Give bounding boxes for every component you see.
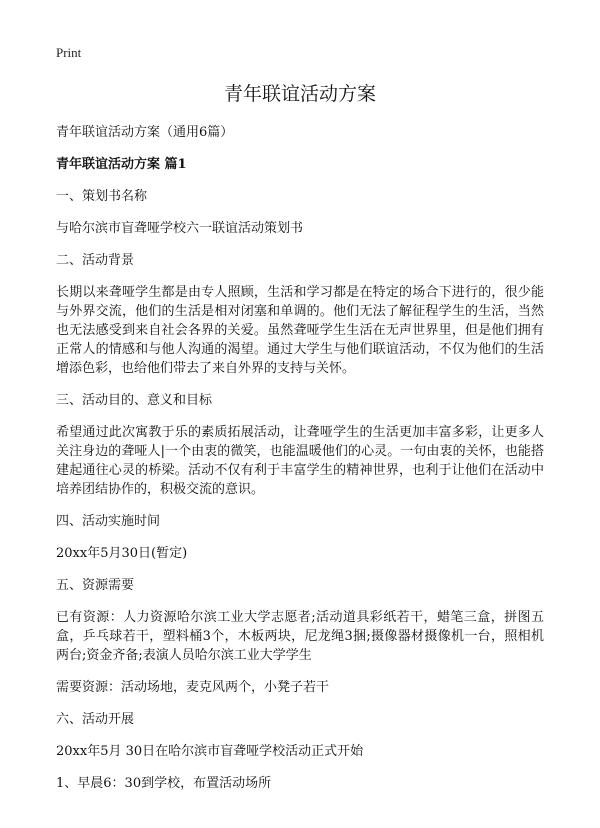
section-5-body-existing: 已有资源：人力资源哈尔滨工业大学志愿者;活动道具彩纸若干，蜡笔三盒，拼图五盒，乒乓球若干，塑料桶3个，木板两块，尼龙绳3捆;摄像器材摄像机一台，照相机两台;资金齐备;表演人员哈尔滨工业大学学生 [56,610,544,663]
section-5-heading: 五、资源需要 [56,578,135,593]
article-heading: 青年联谊活动方案 篇1 [56,157,187,172]
document-subtitle: 青年联谊活动方案（通用6篇） [56,125,234,140]
section-6-heading: 六、活动开展 [56,712,135,727]
section-3-body: 希望通过此次寓教于乐的素质拓展活动，让聋哑学生的生活更加丰富多彩，让更多人关注身边的聋哑人|一个由衷的微笑，也能温暖他们的心灵。一句由衷的关怀，也能搭建起通往心灵的桥梁。活动不仅有利于丰富学生的精神世界，也利于让他们在活动中培养团结协作的，积极交流的意识。 [56,425,544,497]
section-3-heading: 三、活动目的、意义和目标 [56,393,213,408]
section-5-body-needed: 需要资源：活动场地，麦克风两个，小凳子若干 [56,680,330,695]
document-title: 青年联谊活动方案 [223,83,376,105]
print-label: Print [56,45,82,60]
section-4-body: 20xx年5月30日(暂定) [56,546,188,561]
section-1-body: 与哈尔滨市盲聋哑学校六一联谊活动策划书 [56,221,304,236]
section-6-body-step-1: 1、早晨6：30到学校，布置活动场所 [56,776,272,791]
section-1-heading: 一、策划书名称 [56,189,148,204]
section-6-body-start: 20xx年5月 30日在哈尔滨市盲聋哑学校活动正式开始 [56,744,364,759]
section-2-heading: 二、活动背景 [56,253,135,268]
section-4-heading: 四、活动实施时间 [56,514,161,529]
section-2-body: 长期以来聋哑学生都是由专人照顾，生活和学习都是在特定的场合下进行的，很少能与外界交流，他们的生活是相对闭塞和单调的。他们无法了解征程学生的生活，当然也无法感受到来自社会各界的关爱。虽然聋哑学生生活在无声世界里，但是他们拥有正常人的情感和与他人沟通的渴望。通过大学生与他们联谊活动，不仅为他们的生活增添色彩，也给他们带去了来自外界的支持与关怀。 [56,285,544,376]
